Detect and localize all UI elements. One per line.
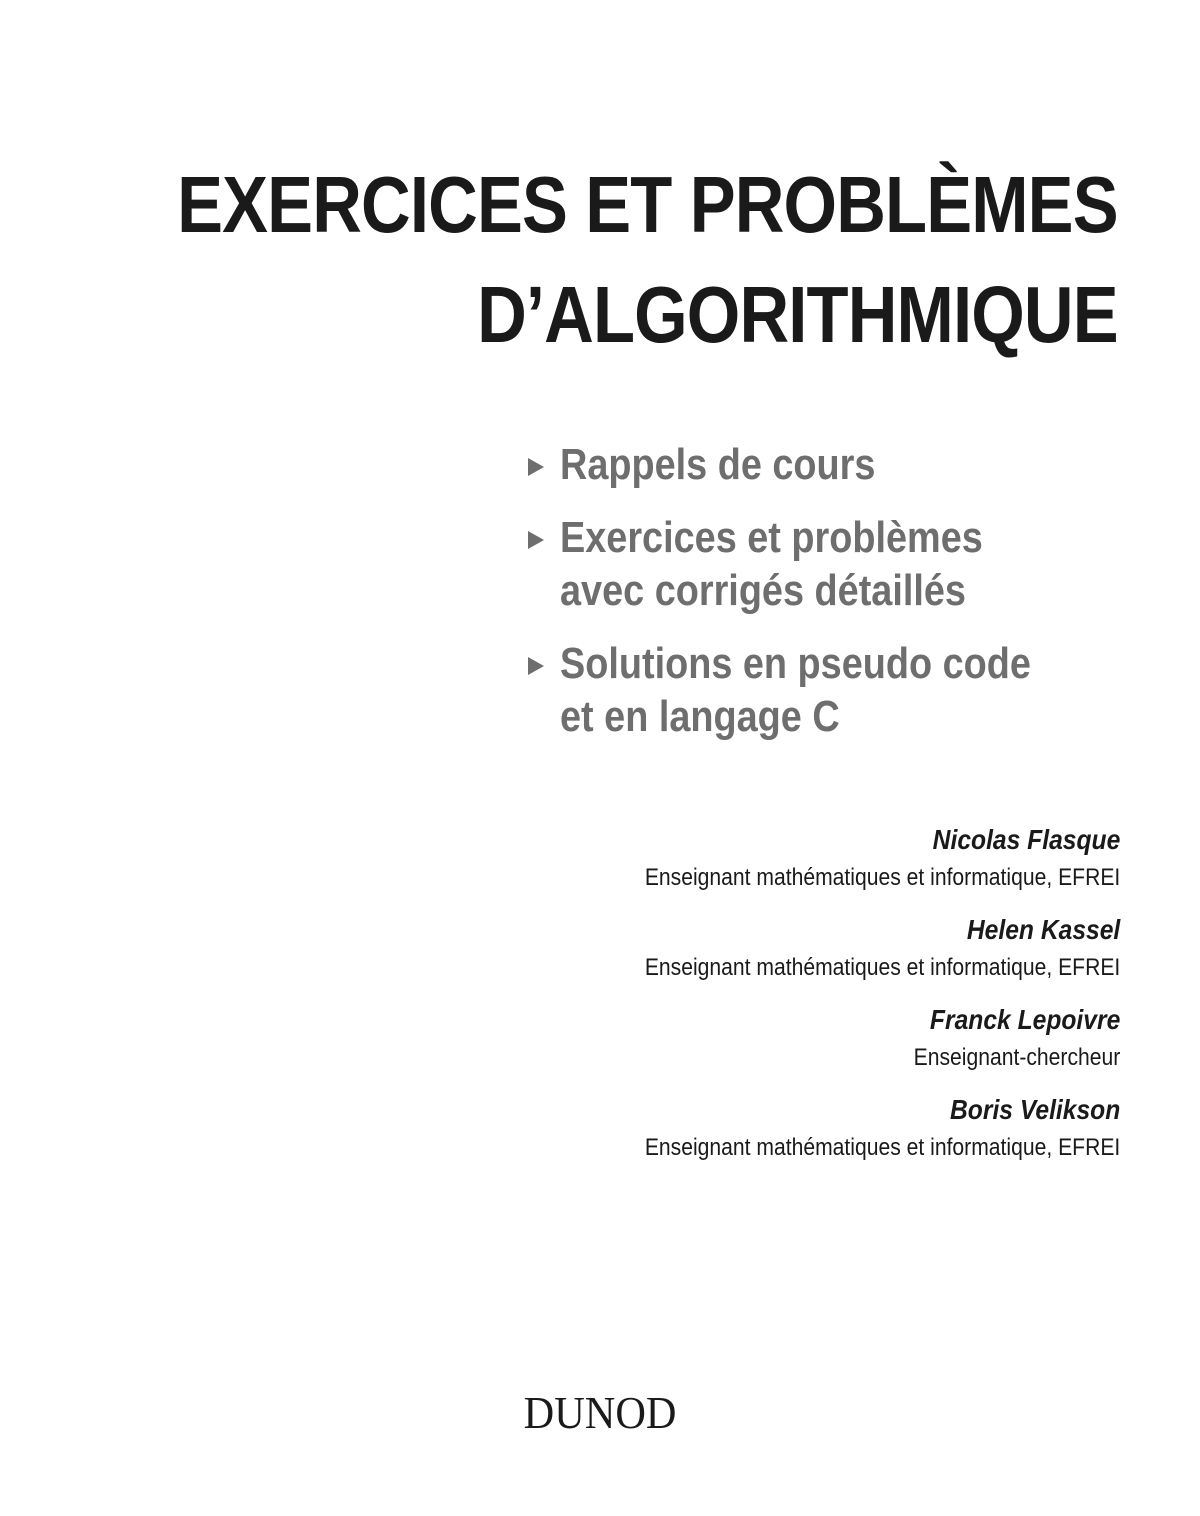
- feature-text: avec corrigés détaillés: [560, 566, 966, 615]
- author-entry: [580, 1000, 1120, 1076]
- author-role: Enseignant mathématiques et informatique, EFREI: [644, 864, 1120, 891]
- author-entry: [580, 820, 1120, 896]
- title-line-2: D’ALGORITHMIQUE: [477, 270, 1118, 359]
- author-name: Boris Velikson: [949, 1094, 1120, 1125]
- author-role: Enseignant-chercheur: [913, 1044, 1120, 1071]
- publisher-footer: [0, 1386, 1200, 1439]
- feature-item: [524, 438, 1164, 491]
- author-name: Nicolas Flasque: [932, 824, 1120, 855]
- feature-text: et en langage C: [560, 692, 840, 741]
- author-entry: [580, 1090, 1120, 1166]
- book-title: [24, 150, 1118, 370]
- author-name: Franck Lepoivre: [929, 1004, 1120, 1035]
- author-role: Enseignant mathématiques et informatique, EFREI: [644, 1134, 1120, 1161]
- feature-text: Rappels de cours: [560, 440, 876, 489]
- feature-text: Solutions en pseudo code: [560, 639, 1031, 688]
- title-line-1: EXERCICES ET PROBLÈMES: [177, 160, 1118, 249]
- feature-item: [524, 511, 1164, 617]
- feature-item: [524, 637, 1164, 743]
- triangle-right-icon: [528, 657, 544, 675]
- triangle-right-icon: [528, 458, 544, 476]
- feature-list: [524, 438, 1164, 763]
- triangle-right-icon: [528, 531, 544, 549]
- author-role: Enseignant mathématiques et informatique, EFREI: [644, 954, 1120, 981]
- author-list: [580, 820, 1120, 1180]
- publisher-logo: DUNOD: [523, 1387, 677, 1438]
- feature-text: Exercices et problèmes: [560, 513, 983, 562]
- author-name: Helen Kassel: [966, 914, 1120, 945]
- author-entry: [580, 910, 1120, 986]
